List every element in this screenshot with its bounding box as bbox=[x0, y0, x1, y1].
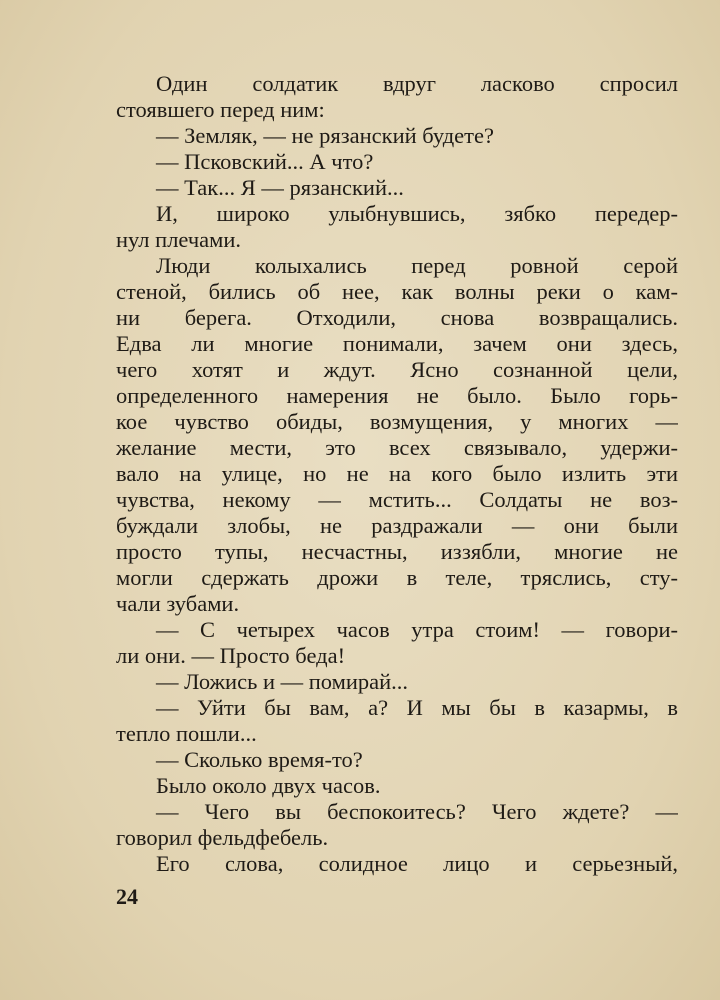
text-line: Люди колыхались перед ровной серой bbox=[156, 253, 678, 278]
text-line: нул плечами. bbox=[116, 227, 242, 252]
text-line: буждали злобы, не раздражали — они были bbox=[116, 513, 678, 538]
text-line: желание мести, это всех связывало, удержи- bbox=[116, 435, 678, 460]
text-line: — С четырех часов утра стоим! — говори- bbox=[156, 617, 678, 642]
text-line: ни берега. Отходили, снова возвращались. bbox=[116, 305, 678, 330]
text-line: вало на улице, но не на кого было излить эти bbox=[116, 461, 678, 486]
text-line: чего хотят и ждут. Ясно сознанной цели, bbox=[116, 357, 678, 382]
text-line: чали зубами. bbox=[116, 591, 240, 616]
text-line: — Так... Я — рязанский... bbox=[156, 175, 404, 200]
text-line: — Чего вы беспокоитесь? Чего ждете? — bbox=[156, 799, 678, 824]
text-line: стеной, бились об нее, как волны реки о кам- bbox=[116, 279, 678, 304]
text-line: — Уйти бы вам, а? И мы бы в казармы, в bbox=[156, 695, 678, 720]
body-text bbox=[116, 71, 678, 877]
text-line: определенного намерения не было. Было горь- bbox=[116, 383, 678, 408]
text-line: Едва ли многие понимали, зачем они здесь, bbox=[116, 331, 678, 356]
text-line: Его слова, солидное лицо и серьезный, bbox=[156, 851, 678, 876]
text-line: — Земляк, — не рязанский будете? bbox=[156, 123, 494, 148]
text-line: могли сдержать дрожи в теле, тряслись, сту- bbox=[116, 565, 678, 590]
text-line: кое чувство обиды, возмущения, у многих — bbox=[116, 409, 678, 434]
text-line: чувства, некому — мстить... Солдаты не воз- bbox=[116, 487, 678, 512]
text-line: Было около двух часов. bbox=[156, 773, 381, 798]
text-line: И, широко улыбнувшись, зябко передер- bbox=[156, 201, 678, 226]
page-number: 24 bbox=[116, 884, 138, 909]
text-line: просто тупы, несчастны, иззябли, многие не bbox=[116, 539, 678, 564]
text-line: стоявшего перед ним: bbox=[116, 97, 325, 122]
text-line: ли они. — Просто беда! bbox=[116, 643, 346, 668]
text-line: Один солдатик вдруг ласково спросил bbox=[156, 71, 678, 96]
text-line: — Ложись и — помирай... bbox=[156, 669, 409, 694]
text-line: — Сколько время-то? bbox=[156, 747, 363, 772]
text-line: тепло пошли... bbox=[116, 721, 257, 746]
text-line: — Псковский... А что? bbox=[156, 149, 374, 174]
text-line: говорил фельдфебель. bbox=[116, 825, 329, 850]
